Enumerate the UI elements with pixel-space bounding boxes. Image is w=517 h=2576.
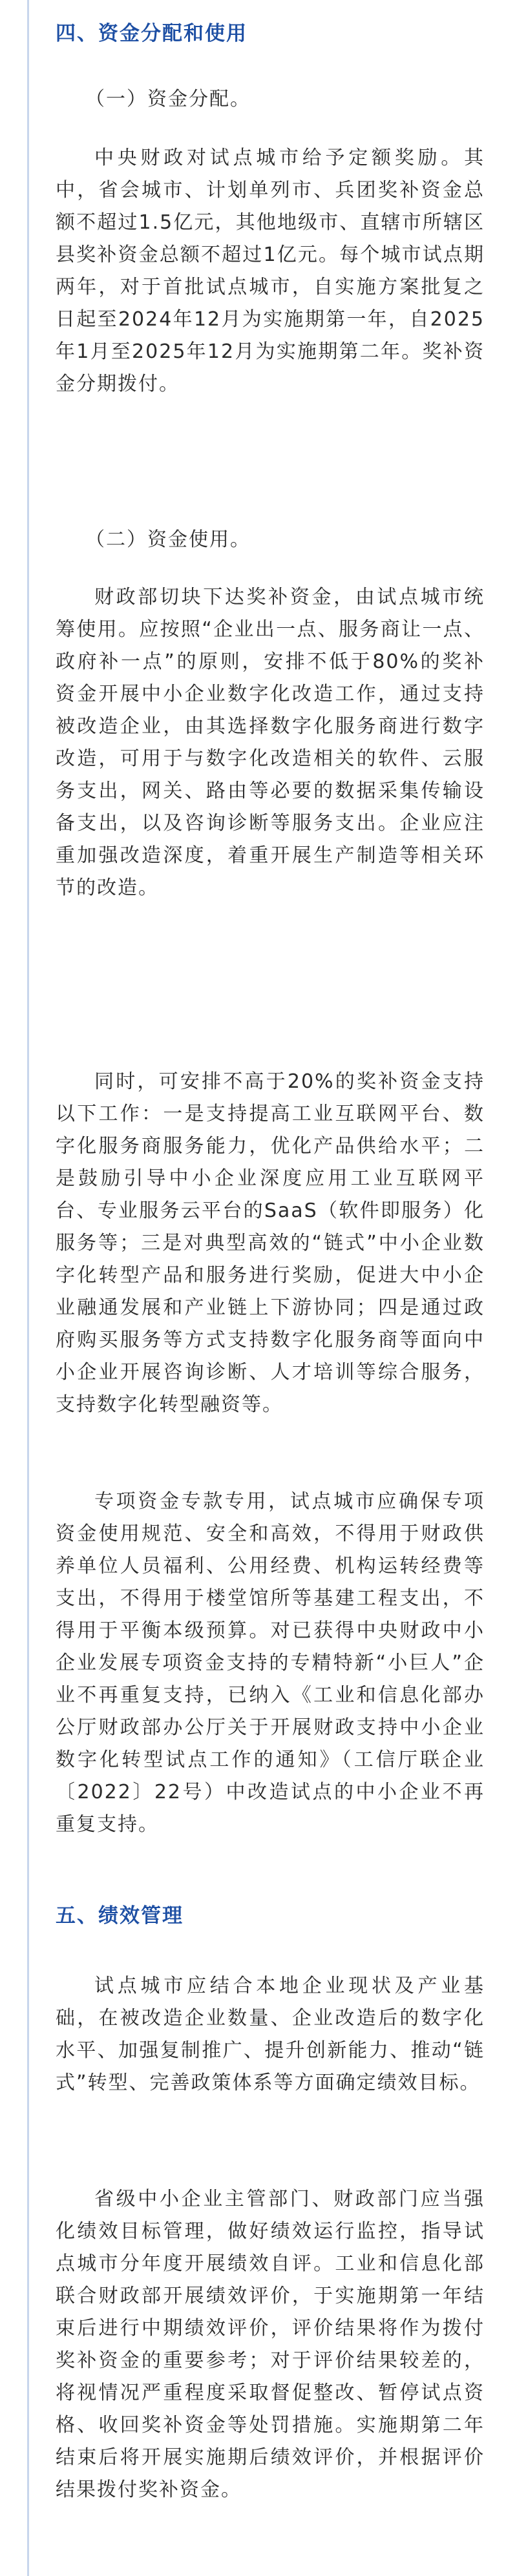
paragraph-fund-distribution: 中央财政对试点城市给予定额奖励。其中，省会城市、计划单列市、兵团奖补资金总额不超过1.5亿元，其他地级市、直辖市所辖区县奖补资金总额不超过1亿元。每个城市试点期两年，对于首批试点城市，自实施方案批复之日起至2024年12月为实施期第一年，自2025年1月至2025年12月为实施期第二年。奖补资金分期拨付。 xyxy=(56,147,485,395)
paragraph-fund-usage-supplementary: 同时，可安排不高于20%的奖补资金支持以下工作：一是支持提高工业互联网平台、数字化服务商服务能力，优化产品供给水平；二是鼓励引导中小企业深度应用工业互联网平台、专业服务云平台的SaaS（软件即服务）化服务等；三是对典型高效的“链式”中小企业数字化转型产品和服务进行奖励，促进大中小企业融通发展和产业链上下游协同；四是通过政府购买服务等方式支持数字化服务商等面向中小企业开展咨询诊断、人才培训等综合服务，支持数字化转型融资等。 xyxy=(56,1070,485,1416)
sub-heading-fund-usage: （二）资金使用。 xyxy=(85,528,251,551)
left-accent-line xyxy=(27,0,29,2576)
section-heading-fund-allocation: 四、资金分配和使用 xyxy=(56,22,248,45)
paragraph-fund-restrictions: 专项资金专款专用，试点城市应确保专项资金使用规范、安全和高效，不得用于财政供养单位人员福利、公用经费、机构运转经费等支出，不得用于楼堂馆所等基建工程支出，不得用于平衡本级预算。对已获得中央财政中小企业发展专项资金支持的专精特新“小巨人”企业不再重复支持，已纳入《工业和信息化部办公厅财政部办公厅关于开展财政支持中小企业数字化转型试点工作的通知》（工信厅联企业〔2022〕22号）中改造试点的中小企业不再重复支持。 xyxy=(56,1490,485,1836)
paragraph-performance-evaluation: 省级中小企业主管部门、财政部门应当强化绩效目标管理，做好绩效运行监控，指导试点城市分年度开展绩效自评。工业和信息化部联合财政部开展绩效评价，于实施期第一年结束后进行中期绩效评价，评价结果将作为拨付奖补资金的重要参考；对于评价结果较差的，将视情况严重程度采取督促整改、暂停试点资格、收回奖补资金等处罚措施。实施期第二年结束后将开展实施期后绩效评价，并根据评价结果拨付奖补资金。 xyxy=(56,2188,485,2501)
section-heading-performance-management: 五、绩效管理 xyxy=(56,1904,184,1927)
paragraph-performance-goals: 试点城市应结合本地企业现状及产业基础，在被改造企业数量、企业改造后的数字化水平、加强复制推广、提升创新能力、推动“链式”转型、完善政策体系等方面确定绩效目标。 xyxy=(56,1975,485,2094)
paragraph-fund-usage: 财政部切块下达奖补资金，由试点城市统筹使用。应按照“企业出一点、服务商让一点、政府补一点”的原则，安排不低于80%的奖补资金开展中小企业数字化改造工作，通过支持被改造企业，由其选择数字化服务商进行数字改造，可用于与数字化改造相关的软件、云服务支出，网关、路由等必要的数据采集传输设备支出，以及咨询诊断等服务支出。企业应注重加强改造深度，着重开展生产制造等相关环节的改造。 xyxy=(56,586,485,899)
sub-heading-fund-distribution: （一）资金分配。 xyxy=(85,88,251,110)
